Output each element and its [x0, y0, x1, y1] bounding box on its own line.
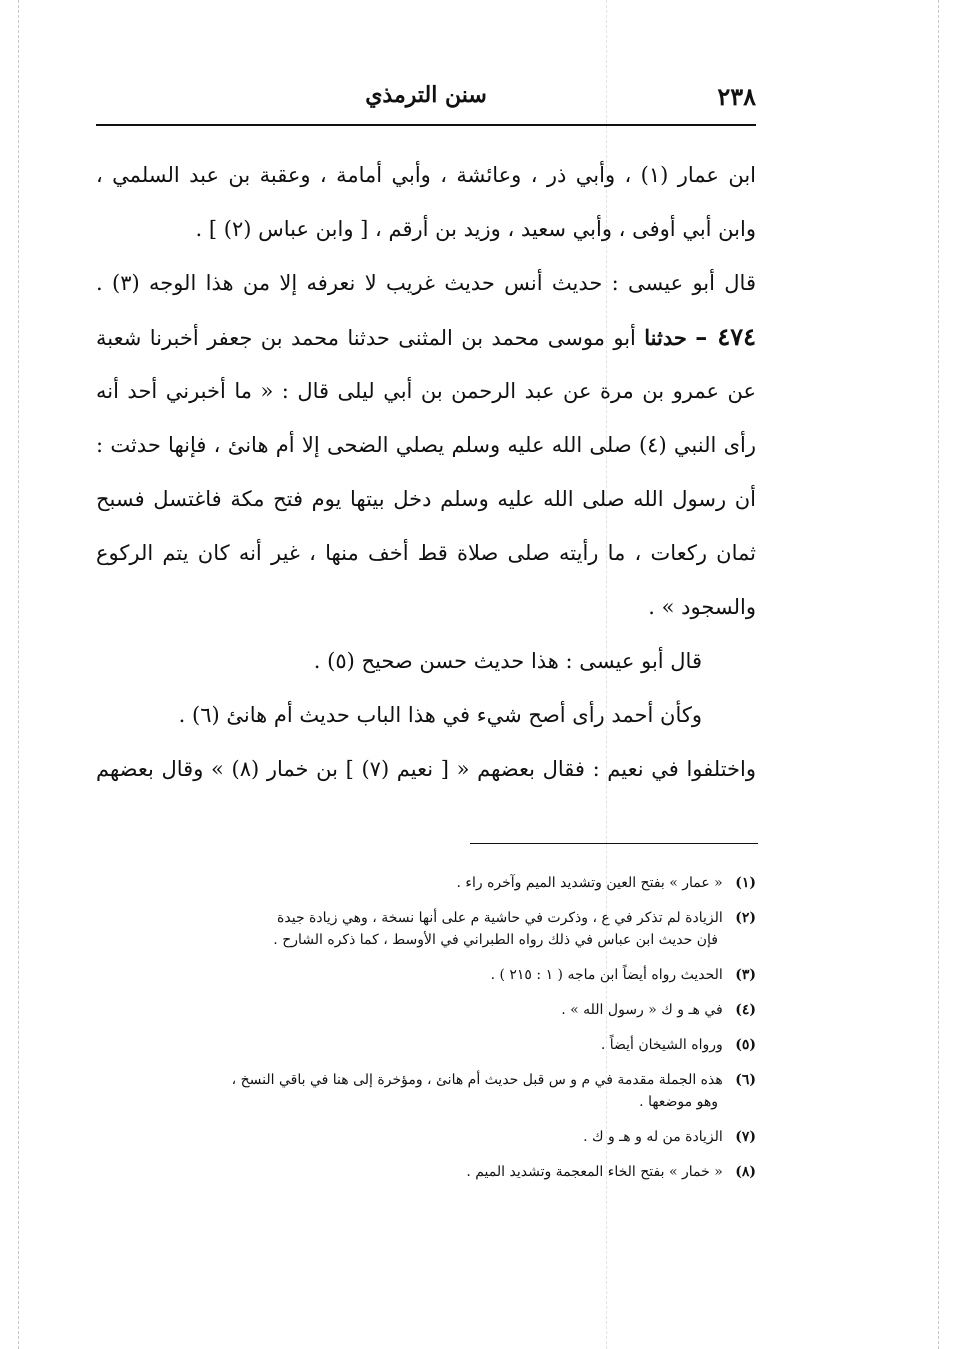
footnote [150, 964, 756, 986]
text-line: وكأن أحمد رأى أصح شيء في هذا الباب حديث أم هانئ (٦) . [178, 703, 702, 727]
footnote-marker: (٦) [735, 1072, 756, 1088]
text-line: ثمان ركعات ، ما رأيته صلى صلاة قط أخف منها ، غير أنه كان يتم الركوع [96, 541, 756, 565]
main-text [96, 148, 756, 796]
footnote-marker: (٧) [735, 1129, 756, 1145]
text-line: ابن عمار (١) ، وأبي ذر ، وعائشة ، وأبي أمامة ، وعقبة بن عبد السلمي ، [96, 163, 756, 187]
footnote [150, 872, 756, 894]
footnote [150, 1034, 756, 1056]
text-line: قال أبو عيسى : هذا حديث حسن صحيح (٥) . [313, 649, 702, 673]
footnotes [150, 872, 756, 1196]
footnote-marker: (٢) [735, 910, 756, 926]
footnote-text: الزيادة من له و هـ و ك . [583, 1129, 723, 1145]
footnote-text: هذه الجملة مقدمة في م و س قبل حديث أم هانئ ، ومؤخرة إلى هنا في باقي النسخ ، [231, 1072, 723, 1088]
footnote-marker: (١) [735, 875, 756, 891]
running-title: سنن الترمذي [365, 82, 487, 108]
text-line: والسجود » . [648, 595, 756, 619]
hadith-line [96, 310, 756, 364]
text-line: واختلفوا في نعيم : فقال بعضهم « [ نعيم (٧) ] بن خمار (٨) » وقال بعضهم [96, 757, 756, 781]
text-line: رأى النبي (٤) صلى الله عليه وسلم يصلي الضحى إلا أم هانئ ، فإنها حدثت : [96, 433, 756, 457]
hadith-isnad: أبو موسى محمد بن المثنى حدثنا محمد بن جعفر أخبرنا شعبة [96, 326, 636, 350]
hadith-number: ٤٧٤ – [695, 322, 756, 351]
footnote-marker: (٥) [735, 1037, 756, 1053]
footnote-rule [470, 843, 758, 844]
text-line: أن رسول الله صلى الله عليه وسلم دخل بيتها يوم فتح مكة فاغتسل فسبح [96, 487, 756, 511]
footnote-text: في هـ و ك « رسول الله » . [561, 1002, 723, 1018]
footnote [150, 907, 756, 951]
footnote-text: « عمار » بفتح العين وتشديد الميم وآخره راء . [456, 875, 723, 891]
footnote-continuation: وهو موضعها . [639, 1094, 718, 1110]
scan-margin-line [18, 0, 19, 1349]
footnote [150, 999, 756, 1021]
footnote [150, 1161, 756, 1183]
footnote [150, 1069, 756, 1113]
text-line: وابن أبي أوفى ، وأبي سعيد ، وزيد بن أرقم ، [ وابن عباس (٢) ] . [195, 217, 756, 241]
footnote-marker: (٣) [735, 967, 756, 983]
footnote-text: « خمار » بفتح الخاء المعجمة وتشديد الميم . [466, 1164, 723, 1180]
footnote-text: الحديث رواه أيضاً ابن ماجه ( ١ : ٢١٥ ) . [490, 967, 723, 983]
page-header [96, 70, 756, 120]
footnote-text: ورواه الشيخان أيضاً . [600, 1037, 723, 1053]
header-rule [96, 124, 756, 126]
footnote [150, 1126, 756, 1148]
page-number: ٢٣٨ [717, 82, 756, 111]
text-line: قال أبو عيسى : حديث أنس حديث غريب لا نعرفه إلا من هذا الوجه (٣) . [96, 271, 756, 295]
footnote-continuation: فإن حديث ابن عباس في ذلك رواه الطبراني في الأوسط ، كما ذكره الشارح . [273, 932, 718, 948]
footnote-marker: (٨) [735, 1164, 756, 1180]
text-line: عن عمرو بن مرة عن عبد الرحمن بن أبي ليلى قال : « ما أخبرني أحد أنه [96, 379, 756, 403]
hadith-opening: حدثنا [644, 325, 687, 350]
footnote-text: الزيادة لم تذكر في ع ، وذكرت في حاشية م على أنها نسخة ، وهي زيادة جيدة [277, 910, 723, 926]
scan-margin-line [938, 0, 939, 1349]
footnote-marker: (٤) [735, 1002, 756, 1018]
